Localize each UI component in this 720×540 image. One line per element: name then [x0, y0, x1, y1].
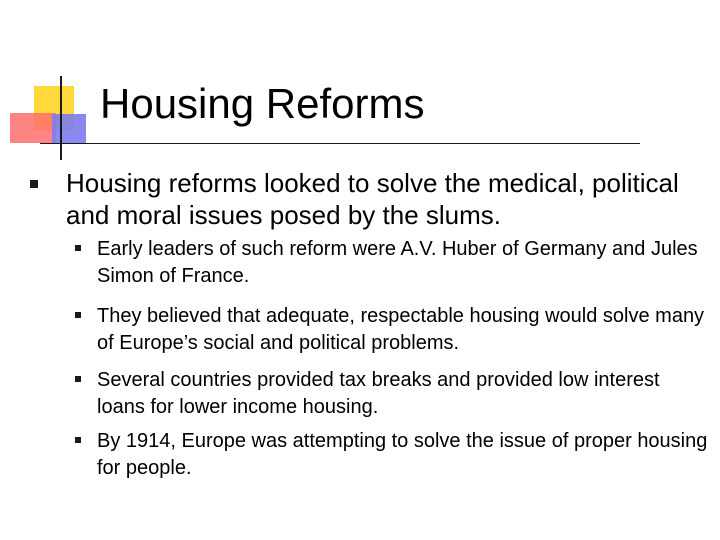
title-decoration-red-square	[10, 113, 56, 143]
bullet-square-icon	[30, 180, 38, 188]
sub-bullet-2: They believed that adequate, respectable housing would solve many of Europe’s social and political problems.	[97, 305, 705, 354]
main-bullet-text: Housing reforms looked to solve the medical, political and moral issues posed by the slums.	[66, 168, 679, 230]
sub-bullet-square-icon	[75, 312, 81, 318]
sub-bullet-square-icon	[75, 437, 81, 443]
sub-bullet-square-icon	[75, 245, 81, 251]
slide-title: Housing Reforms	[100, 80, 425, 127]
title-decoration-blue-square	[52, 114, 86, 144]
sub-bullet-4: By 1914, Europe was attempting to solve the issue of proper housing for people.	[97, 430, 708, 479]
title-decoration-vertical-line	[60, 76, 62, 160]
title-underline	[40, 143, 640, 144]
sub-bullet-1: Early leaders of such reform were A.V. Huber of Germany and Jules Simon of France.	[97, 238, 698, 287]
sub-bullet-square-icon	[75, 376, 81, 382]
sub-bullet-3: Several countries provided tax breaks and provided low interest loans for lower income housing.	[97, 369, 660, 418]
